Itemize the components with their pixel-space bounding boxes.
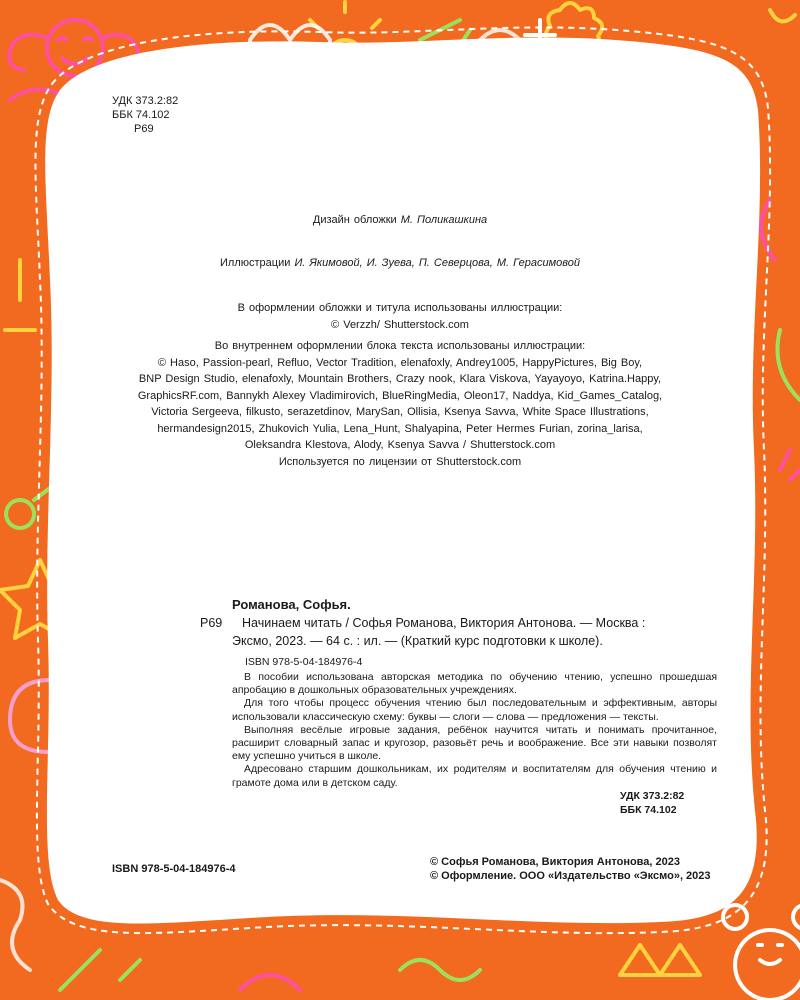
inner-used-line: hermandesign2015, Zhukovich Yulia, Lena_Hunt, Shalyapina, Peter Hermes Furian, zorina_larisa, (157, 422, 643, 435)
inner-used-line: GraphicsRF.com, Bannykh Alexey Vladimirovich, BlueRingMedia, Oleon17, Naddya, Kid_Games_Catalog, (137, 389, 663, 402)
annotation (232, 671, 717, 790)
footer-isbn: ISBN 978-5-04-184976-4 (112, 863, 236, 875)
annotation-paragraph: Адресовано старшим дошкольникам, их родителям и воспитателям для обучения чтению и грамоте дома или в детском саду. (232, 763, 717, 789)
catalog-code: Р69 (200, 616, 223, 630)
catalog-entry-line1: Начинаем читать / Софья Романова, Виктория Антонова. — Москва : (242, 616, 646, 630)
annotation-paragraph: В пособии использована авторская методика по обучению чтению, успешно прошедшая апробацию в дошкольных образовательных учреждениях. (232, 671, 717, 697)
catalog-bbk: ББК 74.102 (620, 804, 677, 816)
catalog-udk: УДК 373.2:82 (620, 790, 685, 802)
annotation-paragraph: Для того чтобы процесс обучения чтению был последовательным и эффективным, авторы использовали классическую схему: буквы — слоги — слова — предложения — тексты. (232, 697, 717, 723)
illustrations-credit (100, 255, 700, 272)
cover-title-illustrations (100, 300, 700, 333)
cover-design-credit (100, 212, 700, 229)
catalog-isbn: ISBN 978-5-04-184976-4 (245, 656, 363, 668)
license-line: Используется по лицензии от Shutterstock.com (278, 455, 522, 468)
catalog-entry-line2: Эксмо, 2023. — 64 с. : ил. — (Краткий курс подготовки к школе). (232, 634, 603, 648)
cover-title-used-line: © Verzzh/ Shutterstock.com (331, 318, 469, 331)
inner-illustrations (100, 338, 700, 470)
footer-copyright-authors: © Софья Романова, Виктория Антонова, 2023 (430, 856, 681, 868)
inner-used-line: Во внутреннем оформлении блока текста использованы иллюстрации: (214, 340, 586, 352)
inner-used-line: BNP Design Studio, elenafoxly, Mountain Brothers, Crazy nook, Klara Viskova, Yayayoyo, Katrina.Happy, (138, 373, 662, 385)
top-bbk: ББК 74.102 (112, 109, 170, 121)
catalog-author: Романова, Софья. (232, 597, 351, 612)
cover-design-label: Дизайн обложки (312, 214, 397, 226)
illustrations-names: И. Якимовой, И. Зуева, П. Северцова, М. Герасимовой (294, 257, 580, 269)
top-author-mark: Р69 (134, 123, 154, 135)
cover-design-name: М. Поликашкина (400, 214, 488, 226)
illustrations-label: Иллюстрации (220, 257, 291, 269)
annotation-paragraph: Выполняя весёлые игровые задания, ребёнок научится читать и понимать прочитанное, расширит словарный запас и кругозор, разовьёт речь и воображение. Все эти навыки позволят ему успешно учиться в школе. (232, 723, 717, 763)
cover-title-used-line: В оформлении обложки и титула использованы иллюстрации: (237, 302, 563, 314)
catalog-entry (232, 614, 722, 650)
top-udk: УДК 373.2:82 (112, 95, 179, 107)
footer-copyright-publisher: © Оформление. ООО «Издательство «Эксмо», 2023 (430, 870, 711, 882)
inner-used-line: Victoria Sergeeva, filkusto, serazetdinov, MarySan, Ollisia, Ksenya Savva, White Space Illustrations, (151, 406, 649, 418)
inner-used-line: Oleksandra Klestova, Alody, Ksenya Savva / Shutterstock.com (244, 439, 556, 451)
inner-used-line: © Haso, Passion-pearl, Refluo, Vector Tradition, elenafoxly, Andrey1005, HappyPictures, Big Boy, (157, 356, 643, 369)
